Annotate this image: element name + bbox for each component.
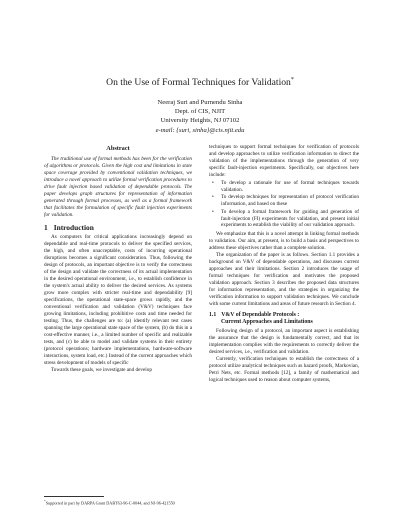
list-item-text: To develop a rationale for use of formal techniques towards validation. [221, 179, 359, 193]
subsection-heading [209, 312, 359, 326]
body-paragraph: Currently, verification techniques to establish the correctness of a protocol utilize analytical techniques such as hazard proofs, Markovian, Petri Nets, etc. Formal methods [12], a family of mathematical and logical techniques used to reason about computer systems, [209, 355, 359, 383]
body-paragraph: The organization of the paper is as follows. Section 1.1 provides a background on V&V of dependable operations, and discusses current approaches and their limitations. Section 2 introduces the usage of formal techniques for verification and motivates the proposed validation approach. Section 3 describes the proposed data structures for information representation, and the strategies in organizing the verification information to support validation techniques. We conclude with some current limitations and areas of future research in Section 4. [209, 252, 359, 307]
footnote-rule [44, 496, 104, 497]
section-heading [44, 222, 192, 232]
footnote-text: Supported in part by DARPA Grant DABT63-96-C-0044, and NJ-96-421550 [45, 500, 175, 506]
title-footnote-mark: * [290, 77, 294, 83]
author-address: University Heights, NJ 07102 [160, 117, 240, 125]
bullet-icon: • [212, 179, 214, 186]
section-title: Introduction [53, 222, 94, 232]
intro-paragraph-1: As computers for critical applications increasingly depend on dependable and real-time protocols to deliver the specified services, the high, and often unacceptable, costs of incurring operational disruptions becomes a significant consideration. Thus, following the design of protocols, an important objective is to verify the correctness of the design and validate the correctness of its actual implementation in the desired operational environment, i.e., to establish confidence in the system's actual ability to deliver the desired services. As systems grow more complex with stricter real-time and dependability [9] specifications, the operational state-space grows rapidly, and the conventional verification and validation (V&V) techniques face growing limitations, including prohibitive costs and time needed for testing. Thus, the challenges are to: (a) identify relevant test cases spanning the large operational state space of the system, (b) do this in a cost-effective manner, i.e., a limited number of specific and realizable tests, and (c) be able to model and validate systems in their entirety (protocol operations; hardware implementations, hardware-software interactions, system load, etc.) Instead of the current approaches which stress development of models of specific [44, 234, 192, 366]
right-column [209, 144, 359, 384]
list-item [212, 208, 359, 230]
objectives-list [209, 180, 359, 230]
author-names: Neeraj Suri and Purnendu Sinha [157, 99, 243, 106]
abstract-text: The traditional use of formal methods has been for the verification of algorithms or protocols. Given the high cost and limitations in state space coverage provided by conventional validation techniques, we introduce a novel approach to utilize formal verification procedures to drive fault injection based validation of dependable protocols. The paper develops graph structures for representation of information generated through formal processes, as well as a formal framework that facilitates the formulation of specific fault injection experiments for validation. [44, 155, 192, 218]
body-paragraph: We emphasize that this is a novel attempt in linking formal methods to validation. Our aim, at present, is to build a basis and perspectives to address these objectives rather than a complete solution. [209, 231, 359, 252]
author-dept: Dept. of CIS, NJIT [174, 108, 226, 116]
intro-paragraph-2: Towards these goals, we investigate and develop [51, 366, 152, 373]
bullet-icon: • [212, 208, 214, 215]
objectives-paragraph: techniques to support formal techniques for verification of protocols and develop approaches to utilize verification information to direct the validation of the implementations through the generation of very specific fault-injection experiments. Specifically, our objectives here include: [209, 144, 359, 178]
list-item-text: To develop techniques for representation of protocol verification information, and based on these [221, 194, 359, 208]
footnote [44, 496, 192, 506]
author-block [0, 98, 400, 135]
title-text: On the Use of Formal Techniques for Validation [106, 77, 291, 89]
body-paragraph: Following design of a protocol, an important aspect is establishing the assurance that the design is fundamentally correct, and that its implementation complies with the requirements to correctly deliver the desired services, i.e., verification and validation. [209, 327, 359, 355]
section-number: 1 [44, 222, 48, 232]
subsection-title-line1: V&V of Dependable Protocols : [221, 311, 300, 318]
paper-title [0, 74, 400, 89]
list-item [212, 179, 359, 194]
list-item [212, 194, 359, 208]
left-column [44, 146, 192, 374]
author-email: e-mail: {suri, sinha}@cis.njit.edu [155, 126, 245, 134]
subsection-number: 1.1 [209, 311, 217, 318]
list-item-text: To develop a formal framework for guiding and generation of fault-injection (FI) experiments for validation, and present initial experiments to establish the viability of our validation approach. [221, 208, 359, 229]
subsection-title-line2: Current Approaches and Limitations [221, 318, 313, 325]
bullet-icon: • [212, 194, 214, 201]
abstract-heading: Abstract [106, 145, 130, 152]
footnote-mark: * [44, 499, 46, 503]
